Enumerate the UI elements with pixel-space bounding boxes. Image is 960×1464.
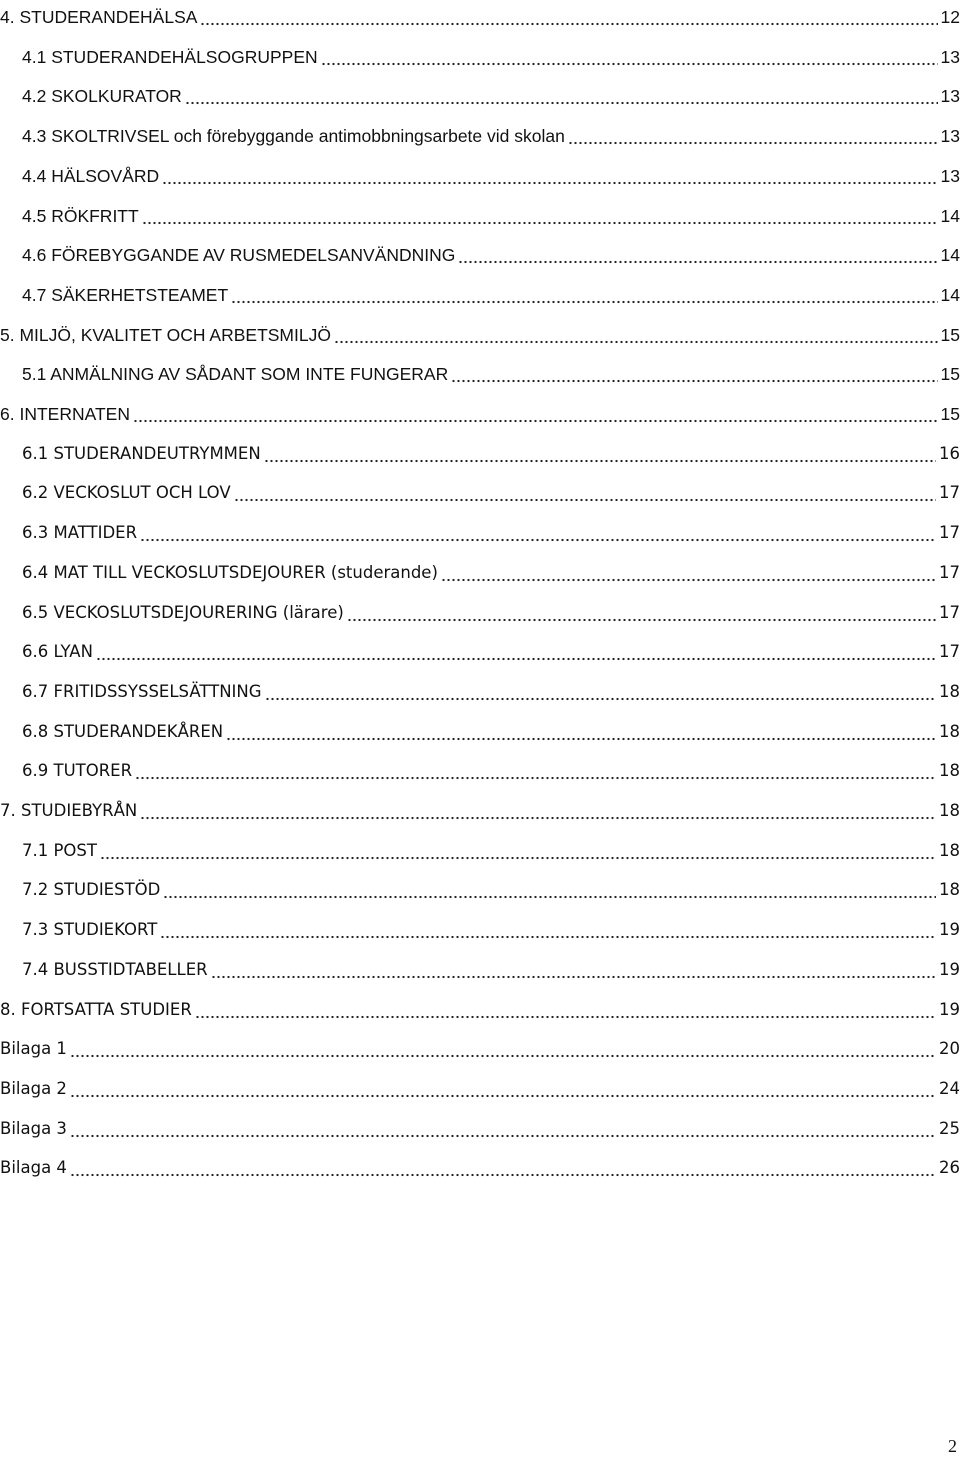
toc-entry-label: 4.1 STUDERANDEHÄLSOGRUPPEN [22, 46, 318, 67]
toc-entry-page: 14 [940, 245, 960, 266]
toc-entry-page: 17 [939, 642, 960, 662]
toc-entry-label: 7.2 STUDIESTÖD [22, 880, 161, 900]
toc-entry-page: 17 [939, 562, 960, 582]
toc-entry[interactable] [0, 395, 960, 425]
toc-entry-page: 17 [939, 602, 960, 622]
toc-entry-page: 19 [939, 959, 960, 979]
toc-entry-page: 13 [940, 126, 960, 147]
toc-entry-label: 6.1 STUDERANDEUTRYMMEN [22, 443, 261, 463]
toc-dot-leader [334, 324, 938, 346]
toc-dot-leader [70, 1157, 936, 1179]
toc-entry-page: 18 [939, 880, 960, 900]
toc-dot-leader [347, 602, 936, 624]
toc-entry-label: 6. INTERNATEN [0, 404, 130, 424]
toc-entry-label: 4.7 SÄKERHETSTEAMET [22, 284, 229, 305]
toc-dot-leader [163, 879, 936, 901]
toc-dot-leader [441, 562, 936, 584]
toc-entry-page: 18 [939, 721, 960, 741]
toc-entry-page: 15 [940, 364, 960, 385]
toc-entry[interactable] [22, 554, 960, 584]
toc-dot-leader [142, 205, 938, 227]
toc-entry-label: 4.2 SKOLKURATOR [22, 86, 182, 107]
toc-entry-label: 6.9 TUTORER [22, 761, 133, 781]
toc-entry-label: 4.3 SKOLTRIVSEL och förebyggande antimobbningsarbete vid skolan [22, 126, 565, 147]
toc-dot-leader [234, 482, 936, 504]
toc-entry[interactable] [22, 157, 960, 187]
toc-entry-label: 7.1 POST [22, 840, 97, 860]
toc-entry-label: 4.6 FÖREBYGGANDE AV RUSMEDELSANVÄNDNING [22, 245, 456, 266]
toc-entry-page: 26 [939, 1158, 960, 1178]
toc-dot-leader [70, 1078, 936, 1100]
toc-dot-leader [140, 522, 936, 544]
toc-entry[interactable] [22, 594, 960, 624]
toc-entry[interactable] [22, 871, 960, 901]
toc-entry-page: 19 [939, 920, 960, 940]
toc-entry[interactable] [0, 991, 960, 1021]
toc-dot-leader [135, 760, 936, 782]
toc-dot-leader [96, 641, 936, 663]
toc-entry-page: 17 [939, 483, 960, 503]
toc-entry[interactable] [0, 792, 960, 822]
toc-dot-leader [195, 999, 936, 1021]
toc-entry-page: 15 [940, 404, 960, 424]
toc-entry-page: 13 [940, 86, 960, 107]
toc-entry-label: 8. FORTSATTA STUDIER [0, 999, 192, 1019]
toc-entry-page: 13 [940, 165, 960, 186]
toc-entry-label: Bilaga 1 [0, 1039, 67, 1059]
toc-entry-label: 6.7 FRITIDSSYSSELSÄTTNING [22, 681, 262, 701]
toc-dot-leader [133, 403, 938, 425]
toc-entry[interactable] [22, 633, 960, 663]
toc-entry-label: 4.5 RÖKFRITT [22, 205, 139, 226]
toc-entry[interactable] [22, 911, 960, 941]
toc-dot-leader [451, 363, 937, 385]
toc-entry-page: 15 [940, 324, 960, 345]
toc-dot-leader [140, 800, 936, 822]
toc-entry[interactable] [22, 117, 960, 147]
toc-entry-label: 4. STUDERANDEHÄLSA [0, 7, 198, 27]
toc-entry-label: 6.6 LYAN [22, 642, 93, 662]
toc-entry-page: 18 [939, 761, 960, 781]
toc-dot-leader [100, 840, 936, 862]
toc-dot-leader [458, 244, 937, 266]
toc-dot-leader [568, 125, 938, 147]
toc-entry-page: 18 [939, 840, 960, 860]
toc-entry[interactable] [0, 1110, 960, 1140]
toc-entry-label: Bilaga 4 [0, 1158, 67, 1178]
toc-entry-label: 5.1 ANMÄLNING AV SÅDANT SOM INTE FUNGERAR [22, 364, 449, 385]
toc-entry-label: 7. STUDIEBYRÅN [0, 801, 138, 820]
toc-entry[interactable] [22, 236, 960, 266]
toc-entry[interactable] [22, 355, 960, 385]
toc-dot-leader [160, 919, 936, 941]
toc-entry-page: 12 [940, 7, 960, 27]
toc-entry-page: 19 [939, 999, 960, 1019]
toc-entry[interactable] [22, 514, 960, 544]
toc-dot-leader [226, 721, 936, 743]
toc-entry-label: 4.4 HÄLSOVÅRD [22, 165, 160, 186]
toc-entry-label: 6.8 STUDERANDEKÅREN [22, 721, 224, 741]
toc-dot-leader [70, 1118, 936, 1140]
toc-entry[interactable] [22, 276, 960, 306]
toc-entry[interactable] [22, 474, 960, 504]
toc-entry-page: 14 [940, 284, 960, 305]
toc-entry-label: 6.2 VECKOSLUT OCH LOV [22, 483, 231, 503]
toc-entry[interactable] [0, 1070, 960, 1100]
toc-entry-page: 14 [940, 205, 960, 226]
toc-dot-leader [211, 959, 936, 981]
toc-dot-leader [200, 6, 937, 28]
toc-entry-page: 13 [940, 46, 960, 67]
toc-dot-leader [162, 165, 937, 187]
toc-entry-label: Bilaga 2 [0, 1078, 67, 1098]
toc-entry[interactable] [22, 673, 960, 703]
toc-entry-label: 7.3 STUDIEKORT [22, 920, 158, 940]
toc-dot-leader [264, 443, 936, 465]
toc-entry[interactable] [22, 832, 960, 862]
toc-entry-page: 25 [939, 1118, 960, 1138]
toc-entry[interactable] [22, 77, 960, 107]
toc-entry[interactable] [22, 752, 960, 782]
toc-entry-page: 17 [939, 523, 960, 543]
toc-entry-page: 16 [939, 443, 960, 463]
toc-entry-label: 6.4 MAT TILL VECKOSLUTSDEJOURER (studerande) [22, 562, 438, 582]
toc-entry-label: 5. MILJÖ, KVALITET OCH ARBETSMILJÖ [0, 324, 331, 345]
toc-entry-page: 20 [939, 1039, 960, 1059]
toc-entry-label: 7.4 BUSSTIDTABELLER [22, 959, 208, 979]
toc-entry[interactable] [22, 713, 960, 743]
page-number: 2 [948, 1436, 957, 1456]
toc-entry-label: 6.5 VECKOSLUTSDEJOURERING (lärare) [22, 602, 344, 622]
toc-entry-page: 24 [939, 1078, 960, 1098]
toc-entry-page: 18 [939, 681, 960, 701]
toc-entry-label: 6.3 MATTIDER [22, 523, 138, 543]
toc-entry[interactable] [0, 0, 960, 28]
toc-dot-leader [321, 46, 938, 68]
toc-entry-label: Bilaga 3 [0, 1118, 67, 1138]
toc-dot-leader [70, 1038, 936, 1060]
toc-dot-leader [185, 85, 938, 107]
toc-dot-leader [265, 681, 936, 703]
toc-dot-leader [231, 284, 937, 306]
toc-entry[interactable] [22, 435, 960, 465]
toc-entry[interactable] [22, 951, 960, 981]
toc-entry[interactable] [22, 197, 960, 227]
toc-entry[interactable] [0, 316, 960, 346]
toc-entry[interactable] [0, 1149, 960, 1179]
toc-entry[interactable] [0, 1030, 960, 1060]
toc-entry-page: 18 [939, 801, 960, 820]
toc-entry[interactable] [22, 38, 960, 68]
